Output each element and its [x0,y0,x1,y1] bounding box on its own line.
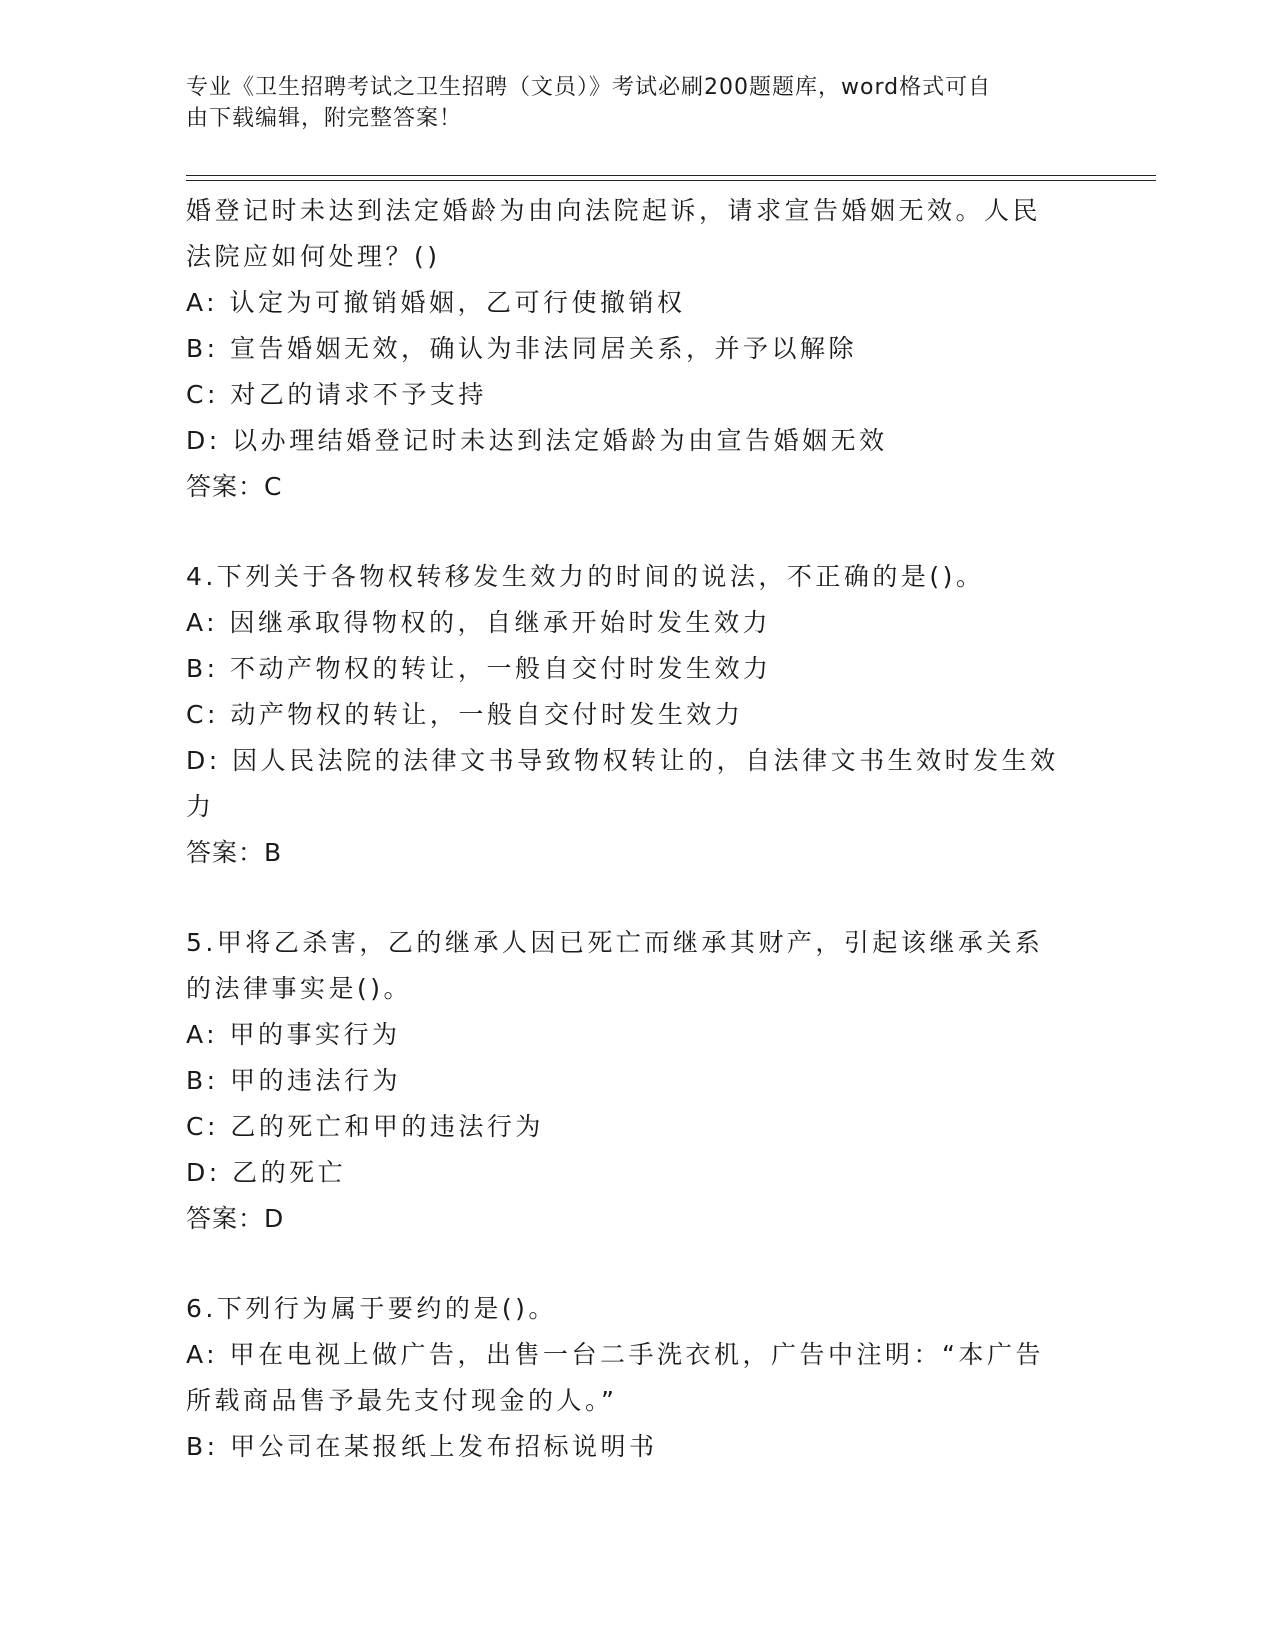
option-d: D: 乙的死亡 [186,1158,347,1187]
question-stem: 4.下列关于各物权转移发生效力的时间的说法，不正确的是()。 [186,562,985,591]
option-a: A: 认定为可撤销婚姻，乙可行使撤销权 [186,288,686,317]
header-divider-bottom [186,180,1156,181]
question-3 [186,188,1086,510]
question-stem: 的法律事实是()。 [186,974,413,1003]
option-a: A: 因继承取得物权的，自继承开始时发生效力 [186,608,772,637]
option-b: B: 甲的违法行为 [186,1066,402,1095]
option-b: B: 不动产物权的转让，一般自交付时发生效力 [186,654,772,683]
question-5 [186,920,1086,1242]
document-header [186,72,1066,134]
option-d: D: 因人民法院的法律文书导致物权转让的，自法律文书生效时发生效 [186,746,1059,775]
question-stem: 婚登记时未达到法定婚龄为由向法院起诉，请求宣告婚姻无效。人民 [186,196,1042,225]
question-stem: 6.下列行为属于要约的是()。 [186,1294,557,1323]
option-b: B: 宣告婚姻无效，确认为非法同居关系，并予以解除 [186,334,858,363]
header-line-2: 由下载编辑，附完整答案！ [186,106,463,131]
option-a: A: 甲在电视上做广告，出售一台二手洗衣机，广告中注明：“本广告 [186,1340,1044,1369]
option-a: A: 甲的事实行为 [186,1020,401,1049]
option-c: C: 动产物权的转让，一般自交付时发生效力 [186,700,744,729]
option-d: D: 以办理结婚登记时未达到法定婚龄为由宣告婚姻无效 [186,426,888,455]
option-c: C: 对乙的请求不予支持 [186,380,487,409]
question-list [186,188,1086,1470]
answer: 答案：C [186,472,283,501]
option-a-continued: 所载商品售予最先支付现金的人。” [186,1386,618,1415]
option-d-continued: 力 [186,792,215,821]
header-line-1: 专业《卫生招聘考试之卫生招聘（文员）》考试必刷200题题库，word格式可自 [186,75,992,100]
question-stem: 法院应如何处理？() [186,242,441,271]
header-divider-top [186,175,1156,176]
option-c: C: 乙的死亡和甲的违法行为 [186,1112,544,1141]
answer: 答案：B [186,838,283,867]
question-6 [186,1286,1086,1470]
answer: 答案：D [186,1204,285,1233]
question-stem: 5.甲将乙杀害，乙的继承人因已死亡而继承其财产，引起该继承关系 [186,928,1044,957]
option-b: B: 甲公司在某报纸上发布招标说明书 [186,1432,658,1461]
question-4 [186,554,1086,876]
